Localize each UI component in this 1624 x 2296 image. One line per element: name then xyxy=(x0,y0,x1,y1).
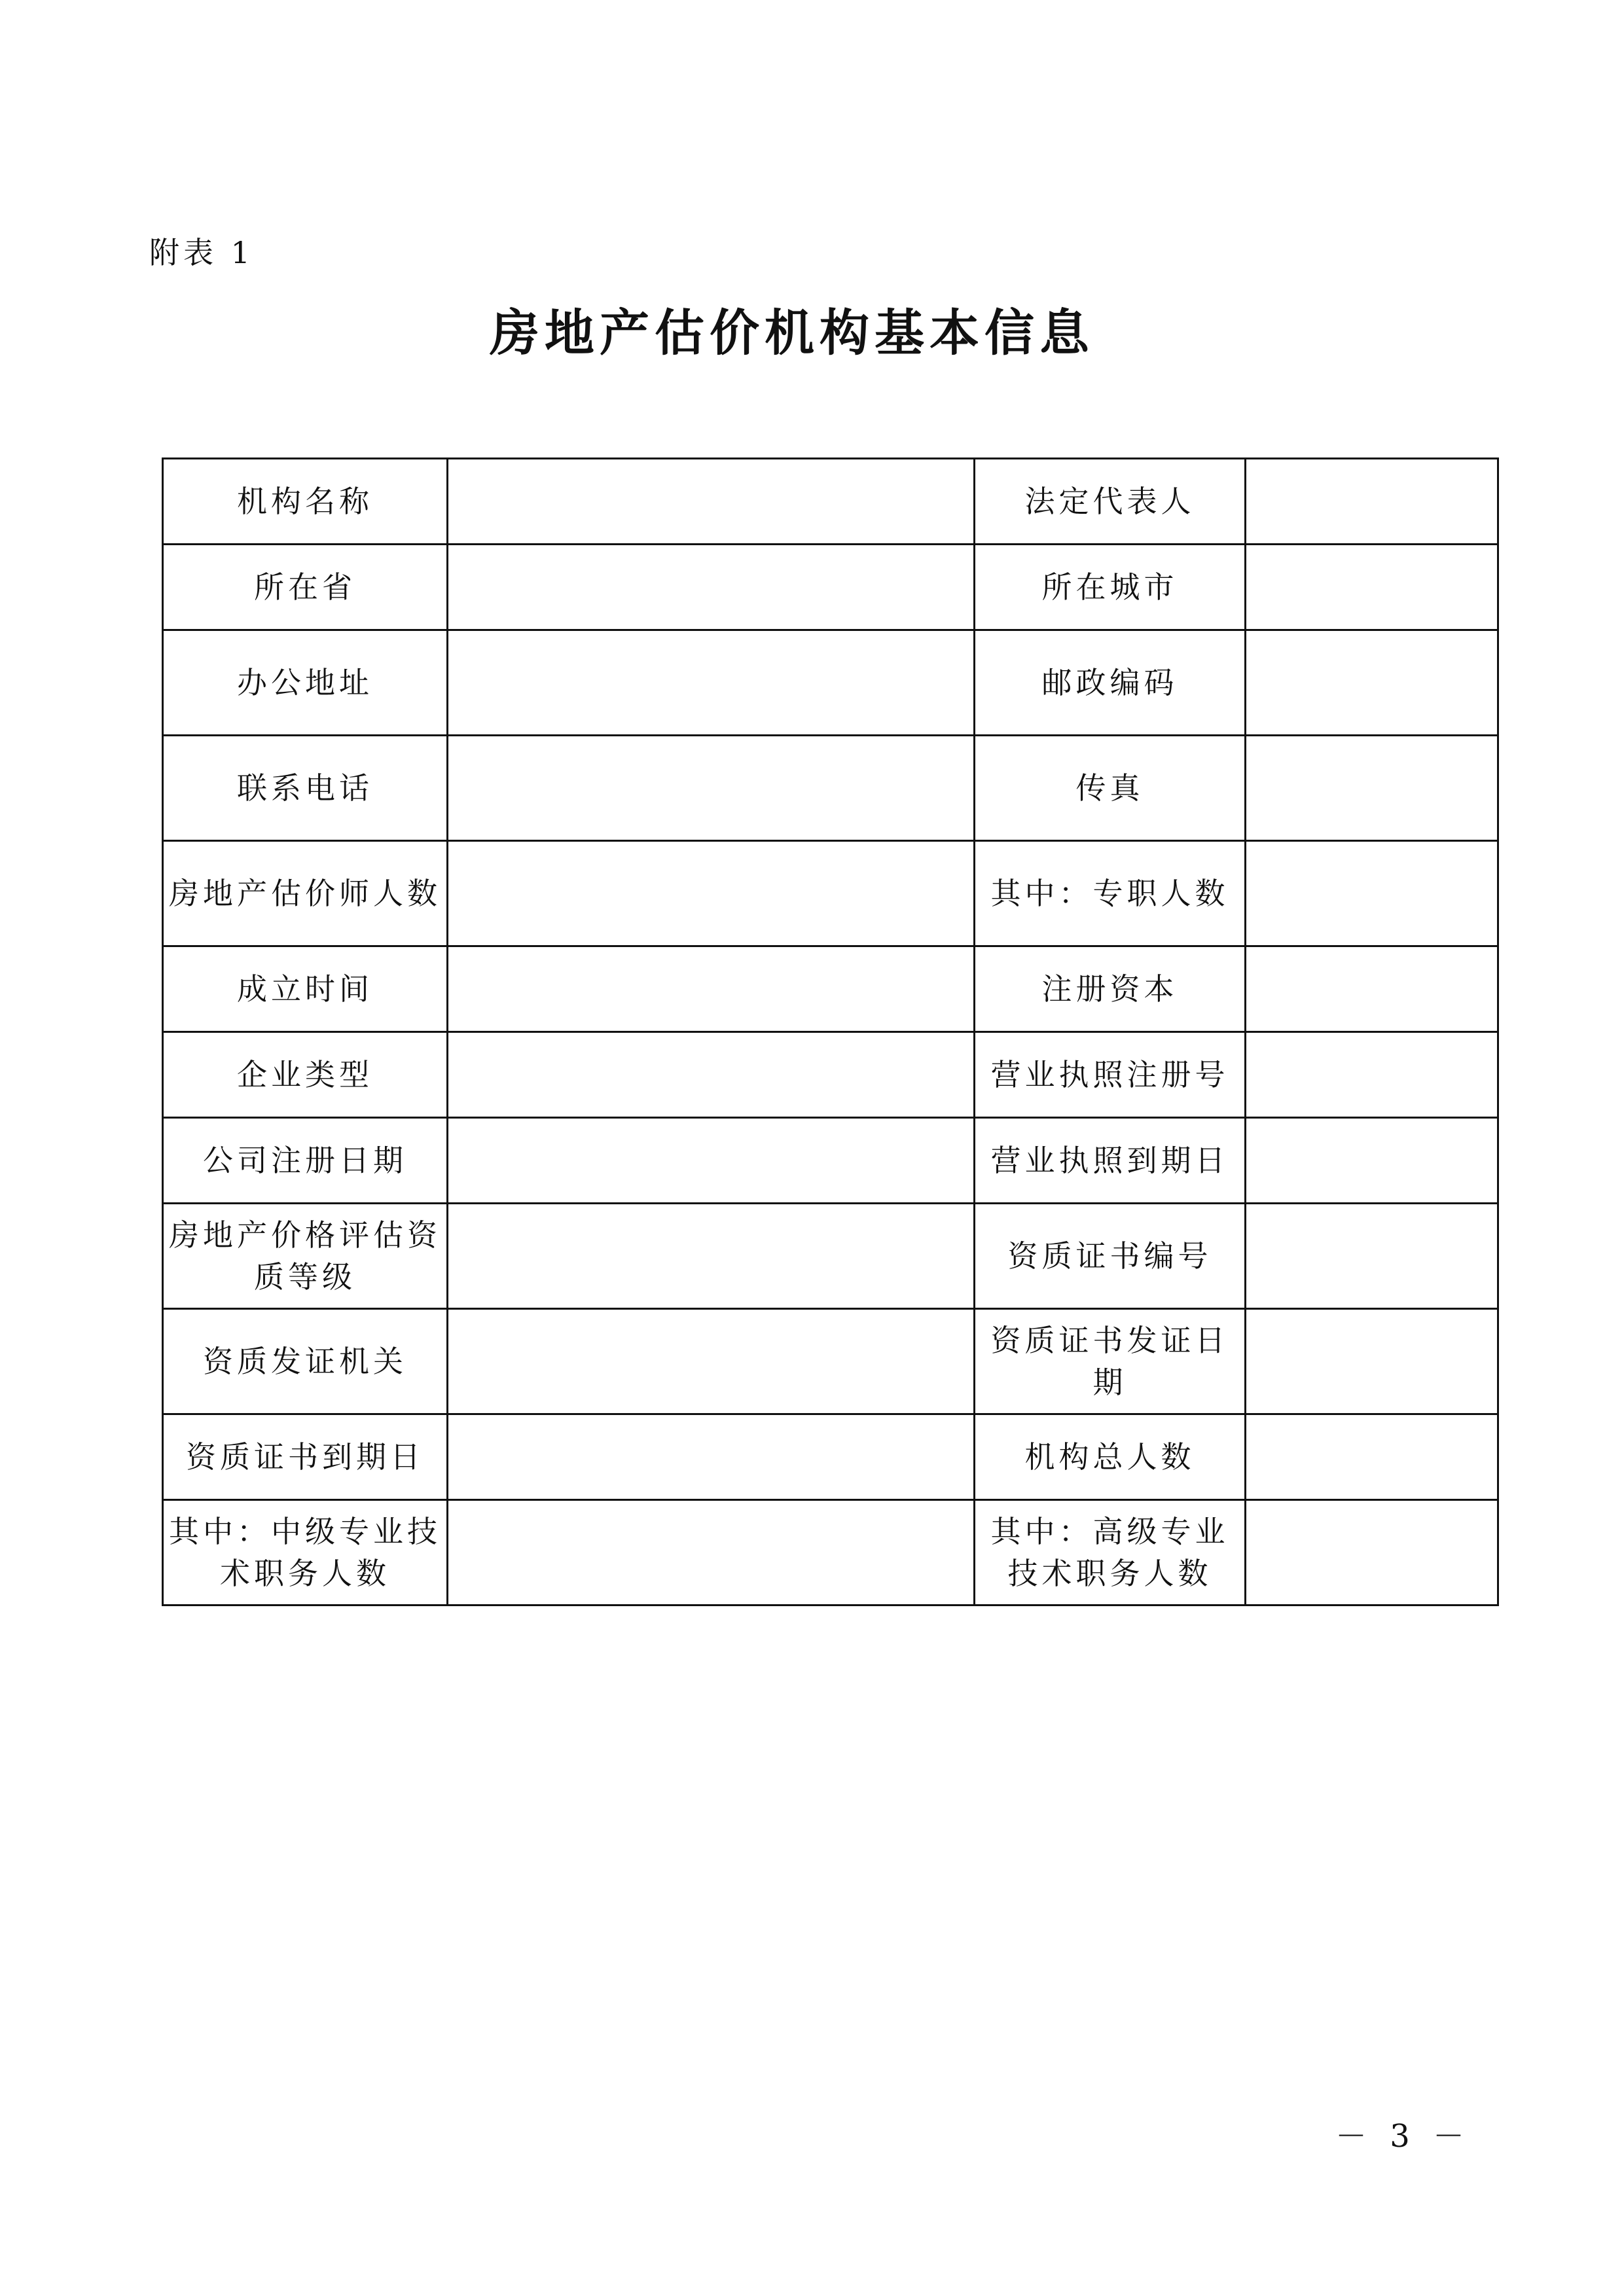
label-license-expiry: 营业执照到期日 xyxy=(975,1118,1246,1204)
label-issuing-authority: 资质发证机关 xyxy=(163,1309,448,1414)
table-row xyxy=(163,1204,1498,1309)
table-row xyxy=(163,545,1498,630)
label-certificate-issue-date: 资质证书发证日期 xyxy=(975,1309,1246,1414)
label-institution-name: 机构名称 xyxy=(163,459,448,545)
field-city[interactable] xyxy=(1246,545,1498,630)
label-senior-title-count: 其中：高级专业技术职务人数 xyxy=(975,1500,1246,1605)
field-enterprise-type[interactable] xyxy=(448,1032,975,1118)
annex-label: 附表 1 xyxy=(149,235,254,270)
label-founding-date: 成立时间 xyxy=(163,946,448,1032)
field-fax[interactable] xyxy=(1246,736,1498,841)
table-row xyxy=(163,1032,1498,1118)
label-office-address: 办公地址 xyxy=(163,630,448,736)
label-postal-code: 邮政编码 xyxy=(975,630,1246,736)
table-row xyxy=(163,946,1498,1032)
page-title: 房地产估价机构基本信息 xyxy=(490,304,1094,362)
table-row xyxy=(163,1414,1498,1500)
table-row xyxy=(163,630,1498,736)
label-appraiser-count: 房地产估价师人数 xyxy=(163,841,448,946)
field-fulltime-count[interactable] xyxy=(1246,841,1498,946)
field-appraiser-count[interactable] xyxy=(448,841,975,946)
field-senior-title-count[interactable] xyxy=(1246,1500,1498,1605)
field-founding-date[interactable] xyxy=(448,946,975,1032)
table-row xyxy=(163,736,1498,841)
field-office-address[interactable] xyxy=(448,630,975,736)
field-intermediate-title-count[interactable] xyxy=(448,1500,975,1605)
field-license-expiry[interactable] xyxy=(1246,1118,1498,1204)
label-fax: 传真 xyxy=(975,736,1246,841)
label-city: 所在城市 xyxy=(975,545,1246,630)
field-phone[interactable] xyxy=(448,736,975,841)
field-postal-code[interactable] xyxy=(1246,630,1498,736)
page-number: － 3 － xyxy=(1335,2118,1471,2155)
table-row xyxy=(163,459,1498,545)
label-company-registration-date: 公司注册日期 xyxy=(163,1118,448,1204)
field-company-registration-date[interactable] xyxy=(448,1118,975,1204)
label-fulltime-count: 其中：专职人数 xyxy=(975,841,1246,946)
field-certificate-expiry[interactable] xyxy=(448,1414,975,1500)
label-legal-representative: 法定代表人 xyxy=(975,459,1246,545)
field-institution-name[interactable] xyxy=(448,459,975,545)
label-province: 所在省 xyxy=(163,545,448,630)
institution-info-table xyxy=(162,457,1499,1606)
table-row xyxy=(163,841,1498,946)
label-license-number: 营业执照注册号 xyxy=(975,1032,1246,1118)
field-registered-capital[interactable] xyxy=(1246,946,1498,1032)
label-qualification-grade: 房地产价格评估资质等级 xyxy=(163,1204,448,1309)
field-legal-representative[interactable] xyxy=(1246,459,1498,545)
field-license-number[interactable] xyxy=(1246,1032,1498,1118)
label-intermediate-title-count: 其中：中级专业技术职务人数 xyxy=(163,1500,448,1605)
label-registered-capital: 注册资本 xyxy=(975,946,1246,1032)
table-row xyxy=(163,1500,1498,1605)
field-issuing-authority[interactable] xyxy=(448,1309,975,1414)
table-row xyxy=(163,1118,1498,1204)
label-phone: 联系电话 xyxy=(163,736,448,841)
label-certificate-expiry: 资质证书到期日 xyxy=(163,1414,448,1500)
field-qualification-grade[interactable] xyxy=(448,1204,975,1309)
field-province[interactable] xyxy=(448,545,975,630)
field-certificate-number[interactable] xyxy=(1246,1204,1498,1309)
table-row xyxy=(163,1309,1498,1414)
label-certificate-number: 资质证书编号 xyxy=(975,1204,1246,1309)
field-total-staff[interactable] xyxy=(1246,1414,1498,1500)
label-total-staff: 机构总人数 xyxy=(975,1414,1246,1500)
field-certificate-issue-date[interactable] xyxy=(1246,1309,1498,1414)
label-enterprise-type: 企业类型 xyxy=(163,1032,448,1118)
